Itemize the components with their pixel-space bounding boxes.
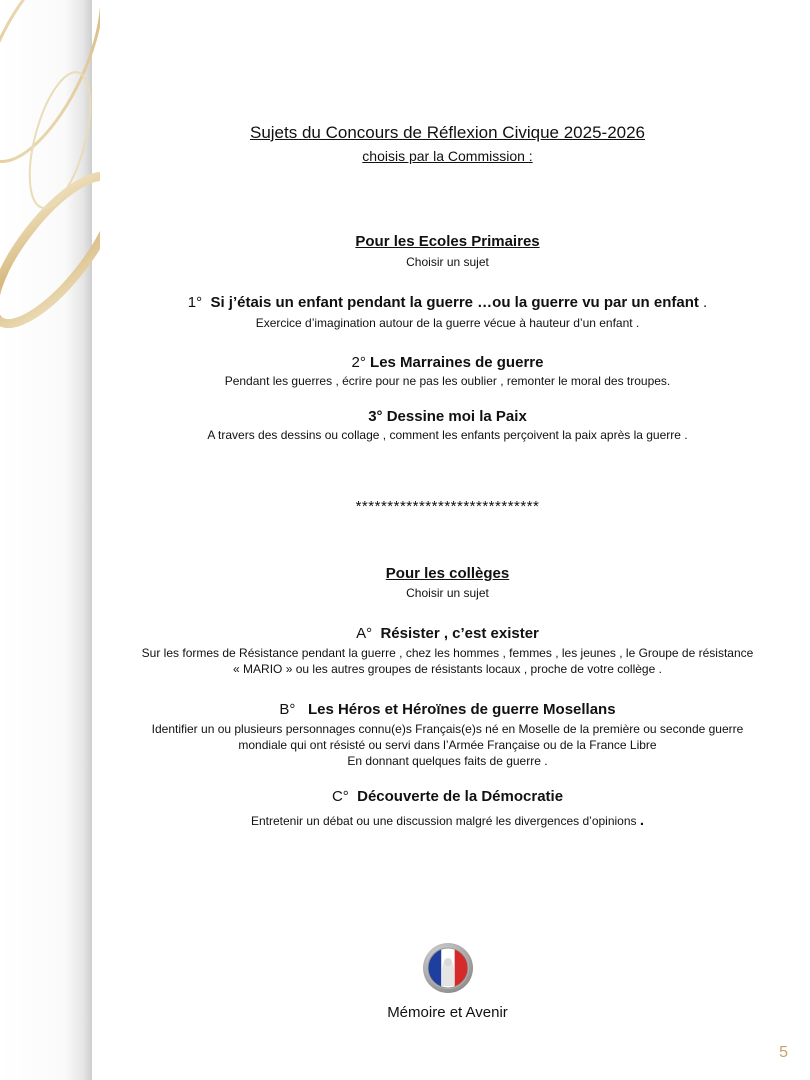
- primary-item-1-description: Exercice d’imagination autour de la guerre vécue à hauteur d’un enfant .: [255, 316, 640, 330]
- primary-item-3-heading: [90, 408, 805, 425]
- colleges-heading: Pour les collèges: [385, 565, 510, 582]
- primary-item-1-heading: [90, 294, 805, 311]
- item-title: Si j’étais un enfant pendant la guerre …ou la guerre vu par un enfant: [210, 294, 699, 311]
- item-line: Entretenir un débat ou une discussion malgré les divergences d’opinions: [250, 814, 637, 828]
- page-subtitle: choisis par la Commission :: [362, 148, 533, 164]
- item-suffix: .: [639, 812, 645, 829]
- medal-emblem: [422, 942, 474, 994]
- item-title: Les Héros et Héroïnes de guerre Mosellans: [307, 701, 616, 718]
- colleges-item-c-heading: [90, 788, 805, 805]
- page-title: Sujets du Concours de Réflexion Civique 2025-2026: [249, 123, 646, 142]
- item-letter: B°: [279, 701, 296, 718]
- primary-item-3-description: A travers des dessins ou collage , comment les enfants perçoivent la paix après la guerre .: [207, 428, 688, 442]
- page-content: [90, 0, 810, 1080]
- item-title: Résister , c’est exister: [380, 625, 539, 642]
- item-title: Découverte de la Démocratie: [357, 788, 564, 805]
- page-number: 5: [779, 1044, 788, 1061]
- item-letter: A°: [356, 625, 373, 642]
- item-suffix: .: [703, 294, 708, 311]
- footer-motto: Mémoire et Avenir: [387, 1004, 508, 1021]
- colleges-item-a-line-1: Sur les formes de Résistance pendant la guerre , chez les hommes , femmes , les jeunes , le Groupe de résistance: [141, 646, 754, 660]
- colleges-instruction: Choisir un sujet: [406, 586, 489, 600]
- item-letter: C°: [331, 788, 349, 805]
- item-number: 1°: [187, 294, 203, 311]
- colleges-item-b-line-2: mondiale qui ont résisté ou servi dans l’Armée Française ou de la France Libre: [238, 738, 657, 752]
- primary-item-2-description: Pendant les guerres , écrire pour ne pas les oublier , remonter le moral des troupes.: [224, 374, 671, 388]
- colleges-item-a-heading: [90, 625, 805, 642]
- colleges-item-b-heading: [90, 701, 805, 718]
- item-title: Dessine moi la Paix: [386, 408, 527, 425]
- colleges-item-a-line-2: « MARIO » ou les autres groupes de résistants locaux , proche de votre collège .: [233, 662, 662, 676]
- colleges-item-b-line-3: En donnant quelques faits de guerre .: [347, 754, 548, 768]
- decorative-border: [0, 0, 100, 1080]
- colleges-item-c-line-1: [90, 812, 805, 829]
- item-title: Les Marraines de guerre: [370, 354, 544, 371]
- colleges-item-b-line-1: Identifier un ou plusieurs personnages connu(e)s Français(e)s né en Moselle de la première ou seconde guerre: [151, 722, 744, 736]
- primary-heading: Pour les Ecoles Primaires: [355, 233, 540, 250]
- item-number: 3°: [368, 408, 383, 425]
- primary-instruction: Choisir un sujet: [406, 255, 489, 269]
- section-separator: *****************************: [355, 498, 540, 515]
- item-number: 2°: [351, 354, 366, 371]
- primary-item-2-heading: [90, 354, 805, 371]
